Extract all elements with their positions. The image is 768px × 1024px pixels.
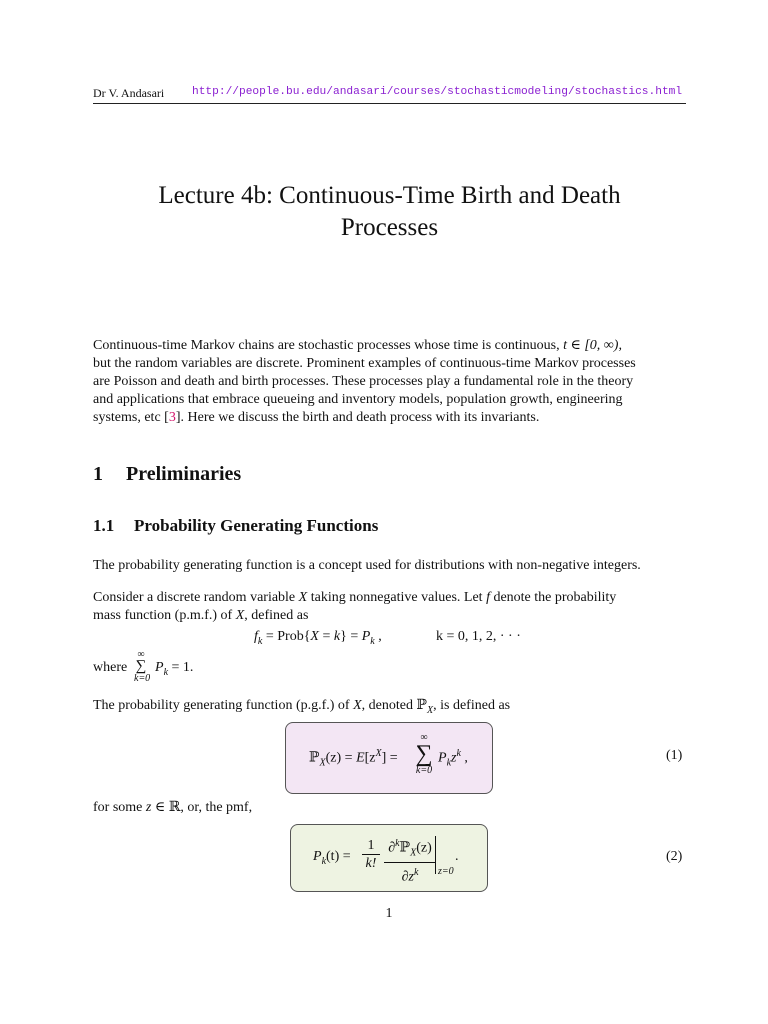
- header-rule: [93, 103, 686, 104]
- subsection-heading-pgf: 1.1 Probability Generating Functions: [93, 516, 379, 535]
- equation-2-number: (2): [666, 849, 683, 864]
- title-line-1: Lecture 4b: Continuous-Time Birth and Death: [158, 182, 621, 209]
- for-some-paragraph: for some z ∈ ℝ, or, the pmf,: [93, 800, 253, 815]
- equation-2-fraction-1: 1 k!: [362, 838, 380, 873]
- intro-line-4: and applications that embrace queueing and inventory models, population growth, engineering: [93, 392, 623, 407]
- citation-link[interactable]: 3: [168, 410, 176, 425]
- page-number: 1: [385, 906, 393, 921]
- pmf-range: k = 0, 1, 2, · · ·: [436, 629, 521, 644]
- intro-paragraph: [93, 337, 686, 427]
- equation-1-sum: ∞ ∑ k=0: [415, 732, 433, 776]
- equation-2-period: .: [455, 849, 459, 864]
- header-url-link[interactable]: http://people.bu.edu/andasari/courses/stochasticmodeling/stochastics.html: [192, 86, 683, 98]
- equation-1-number: (1): [666, 748, 683, 763]
- intro-line-1: Continuous-time Markov chains are stochastic processes whose time is continuous, t ∈ [0, ∞),: [93, 338, 622, 353]
- section-heading-preliminaries: 1 Preliminaries: [93, 463, 242, 485]
- pgf-concept-paragraph: The probability generating function is a concept used for distributions with non-negative integers.: [93, 558, 641, 573]
- equation-1-rhs: $P_kz^k$ ,: [438, 748, 468, 769]
- header-author: Dr V. Andasari: [93, 86, 165, 100]
- where-sum: ∞ ∑ k=0: [134, 649, 151, 684]
- evaluation-bar: [435, 836, 436, 874]
- evaluation-subscript: z=0: [438, 866, 454, 877]
- where-label: where: [93, 660, 128, 675]
- pmf-equation: $f_k$ = Prob{X = $k\} = P_k$ ,: [254, 629, 382, 647]
- where-expression: $P_k = 1$.: [155, 660, 194, 678]
- pgf-definition-paragraph: The probability generating function (p.g.f.) of X, denoted ℙ$_X$, is defined as: [93, 698, 511, 716]
- intro-line-5: systems, etc [3]. Here we discuss the birth and death process with its invariants.: [93, 410, 540, 425]
- title-line-2: Processes: [340, 214, 439, 241]
- intro-line-3: are Poisson and death and birth processes. These processes play a fundamental role in the theory: [93, 374, 634, 389]
- page-title: [93, 180, 686, 244]
- equation-1-lhs: ℙ$_X$(z) = $E[z^X]$ =: [309, 748, 398, 769]
- intro-line-2: but the random variables are discrete. Prominent examples of continuous-time Markov processes: [93, 356, 636, 371]
- equation-2-lhs: $P_k(t)$ =: [313, 849, 351, 867]
- equation-2-fraction-2: ∂$^k$ℙ$_X$(z) $\partial z^k$: [384, 835, 436, 888]
- consider-paragraph: Consider a discrete random variable X taking nonnegative values. Let f denote the probability mass function (p.m.f.) of X, defined as: [93, 590, 617, 623]
